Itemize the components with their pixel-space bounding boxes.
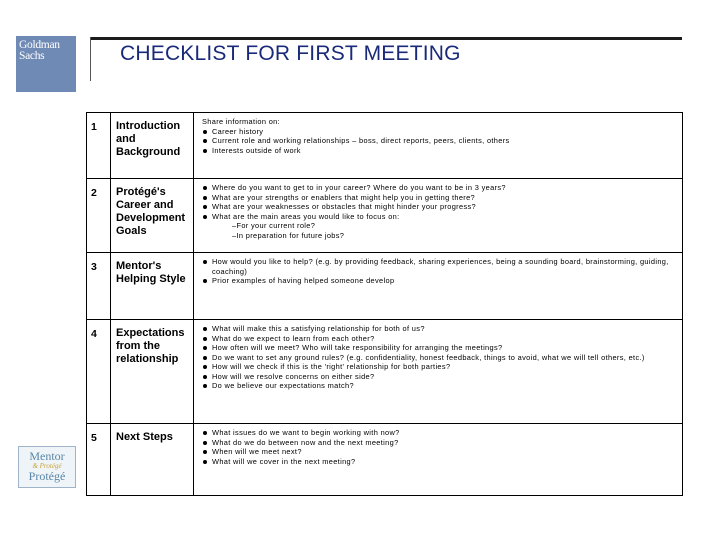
details-list — [202, 428, 676, 466]
list-item: Interests outside of work — [202, 146, 676, 156]
row-topic: Next Steps — [111, 424, 194, 496]
list-item: When will we meet next? — [202, 447, 676, 457]
list-item: How will we resolve concerns on either side? — [202, 372, 676, 382]
table-row — [87, 113, 683, 179]
row-details — [194, 320, 683, 424]
title-rule-left — [90, 37, 91, 81]
mentor-logo-top: Mentor — [29, 449, 65, 463]
row-number: 4 — [87, 320, 111, 424]
list-item: What do we expect to learn from each other? — [202, 334, 676, 344]
details-list — [202, 324, 676, 391]
details-list — [202, 257, 676, 286]
mentor-protege-logo — [18, 446, 76, 488]
list-item: What will make this a satisfying relationship for both of us? — [202, 324, 676, 334]
logo-line-2: Sachs — [19, 50, 45, 62]
list-item: What are the main areas you would like to focus on: — [202, 212, 676, 222]
row-details — [194, 253, 683, 320]
page-title: CHECKLIST FOR FIRST MEETING — [120, 42, 461, 65]
row-number: 5 — [87, 424, 111, 496]
list-item: What will we cover in the next meeting? — [202, 457, 676, 467]
row-details — [194, 113, 683, 179]
row-number: 2 — [87, 179, 111, 253]
mentor-logo-amp: & Protégé — [32, 462, 62, 470]
table-row — [87, 424, 683, 496]
list-item: What do we do between now and the next meeting? — [202, 438, 676, 448]
sub-item: –In preparation for future jobs? — [232, 230, 345, 240]
row-details — [194, 424, 683, 496]
list-item: How would you like to help? (e.g. by providing feedback, sharing experiences, being a sounding board, brainstorming, guiding, coaching) — [202, 257, 676, 276]
details-list — [202, 183, 676, 221]
list-item: Where do you want to get to in your career? Where do you want to be in 3 years? — [202, 183, 676, 193]
table-row — [87, 179, 683, 253]
details-list — [202, 127, 676, 156]
goldman-sachs-logo — [16, 36, 76, 92]
list-item: Do we want to set any ground rules? (e.g. confidentiality, honest feedback, things to avoid, what we will tell others, etc.) — [202, 353, 676, 363]
list-item: Current role and working relationships – boss, direct reports, peers, clients, others — [202, 136, 676, 146]
row-topic: Introduction and Background — [111, 113, 194, 179]
row-topic: Protégé's Career and Development Goals — [111, 179, 194, 253]
list-item: What are your weaknesses or obstacles that might hinder your progress? — [202, 202, 676, 212]
row-number: 3 — [87, 253, 111, 320]
row-topic: Mentor's Helping Style — [111, 253, 194, 320]
mentor-logo-bottom: Protégé — [28, 469, 66, 483]
title-rule — [90, 37, 682, 40]
list-item: Prior examples of having helped someone develop — [202, 276, 676, 286]
details-intro: Share information on: — [202, 117, 281, 126]
sub-item: –For your current role? — [232, 221, 316, 230]
list-item: How often will we meet? Who will take responsibility for arranging the meetings? — [202, 343, 676, 353]
list-item: Do we believe our expectations match? — [202, 381, 676, 391]
table-row — [87, 320, 683, 424]
table-row — [87, 253, 683, 320]
list-item: Career history — [202, 127, 676, 137]
list-item: How will we check if this is the 'right' relationship for both parties? — [202, 362, 676, 372]
row-number: 1 — [87, 113, 111, 179]
row-details — [194, 179, 683, 253]
list-item: What issues do we want to begin working with now? — [202, 428, 676, 438]
row-topic: Expectations from the relationship — [111, 320, 194, 424]
logo-line-1: Goldman — [19, 39, 60, 51]
list-item: What are your strengths or enablers that might help you in getting there? — [202, 193, 676, 203]
checklist-table — [86, 112, 683, 496]
